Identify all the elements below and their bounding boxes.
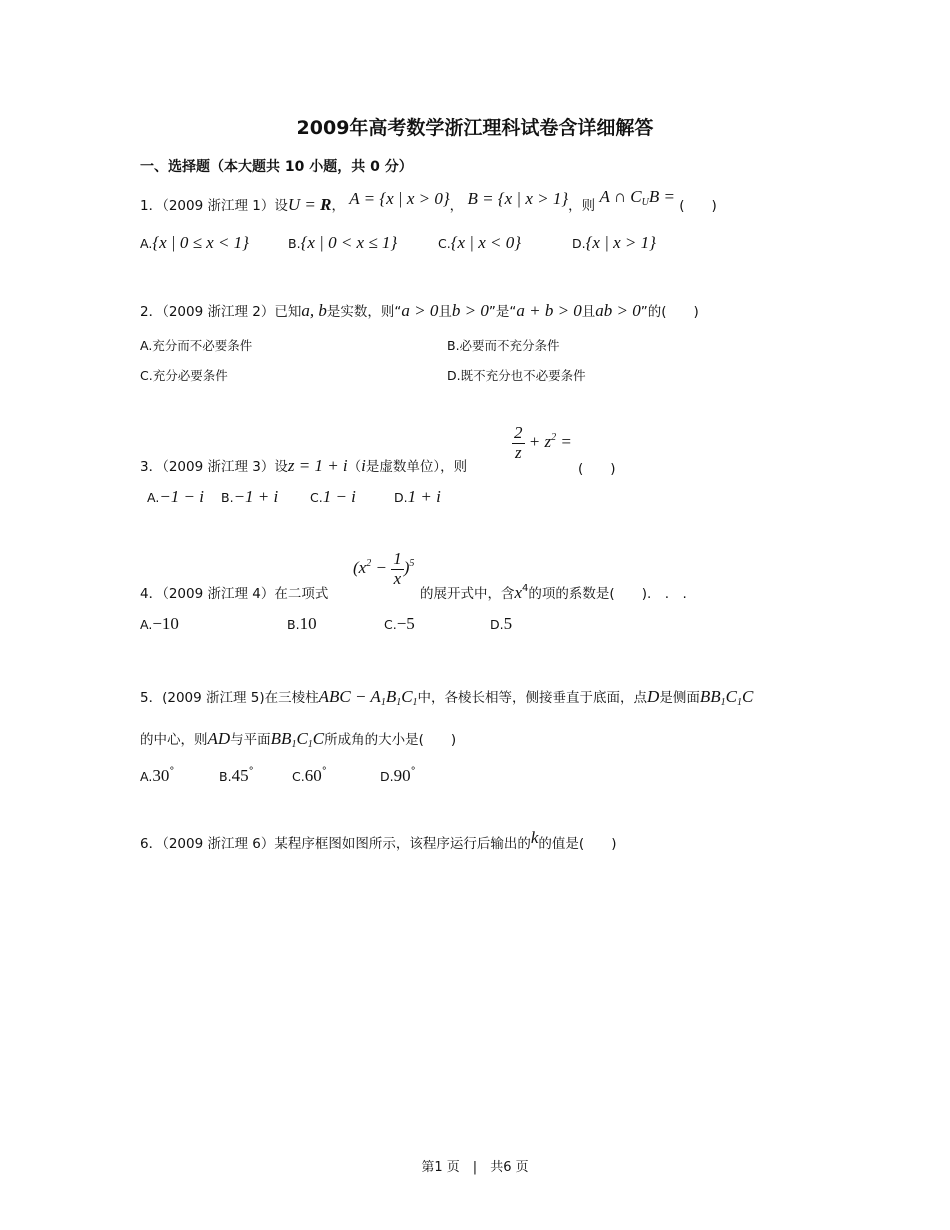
option-letter: A. bbox=[147, 490, 160, 505]
q5-face-sub-a: 1 bbox=[720, 697, 726, 708]
q6-k: k bbox=[530, 828, 539, 847]
option-value: −10 bbox=[152, 614, 179, 633]
q1-option-a[interactable] bbox=[140, 233, 249, 253]
option-letter: B. bbox=[219, 769, 232, 784]
q5-prism-c: C bbox=[401, 687, 413, 706]
q4-lp: (x bbox=[353, 558, 367, 578]
option-letter: D. bbox=[394, 490, 408, 505]
q3-text-2: 是虚数单位），则 bbox=[365, 459, 468, 475]
q4-text-1: 的展开式中，含 bbox=[420, 586, 515, 602]
q1-then: ，则 bbox=[568, 198, 596, 214]
q4-frac-num: 1 bbox=[393, 549, 402, 568]
q2-cond-2: b > 0 bbox=[451, 301, 489, 320]
q5-d: D bbox=[647, 687, 660, 706]
q5-ad: AD bbox=[207, 729, 231, 748]
option-value: −1 + i bbox=[233, 487, 279, 506]
q5-option-d[interactable] bbox=[380, 766, 416, 786]
question-3-label: 3．（2009 浙江理 3）设 bbox=[140, 459, 288, 475]
option-letter: D. bbox=[490, 617, 504, 632]
q3-option-b[interactable] bbox=[221, 487, 278, 507]
q5-face bbox=[700, 687, 753, 706]
q4-option-b[interactable] bbox=[287, 614, 317, 634]
q4-option-d[interactable] bbox=[490, 614, 512, 634]
option-letter: B. bbox=[221, 490, 234, 505]
question-6 bbox=[140, 828, 617, 853]
option-letter: B. bbox=[287, 617, 300, 632]
q5-option-b[interactable] bbox=[219, 766, 254, 786]
q3-paren: ( ) bbox=[578, 461, 616, 477]
option-letter: C. bbox=[292, 769, 305, 784]
q3-option-a[interactable] bbox=[147, 487, 204, 507]
degree-sign: ° bbox=[248, 766, 254, 777]
q4-sq: 2 bbox=[366, 558, 372, 570]
q5-face-a: BB bbox=[699, 687, 721, 706]
q5-plane-a: BB bbox=[270, 729, 292, 748]
question-5-label: 5．(2009 浙江理 5)在三棱柱 bbox=[140, 690, 319, 706]
option-value: 45 bbox=[231, 766, 249, 785]
q1-option-d[interactable] bbox=[572, 233, 656, 253]
q5-prism-sub-a: 1 bbox=[380, 697, 386, 708]
q1-comma: ， bbox=[331, 198, 345, 214]
question-4-label: 4．（2009 浙江理 4）在二项式 bbox=[140, 586, 329, 602]
q3-frac-num: 2 bbox=[514, 423, 523, 442]
option-letter: A. bbox=[140, 617, 153, 632]
q3-plus: + z bbox=[528, 432, 552, 452]
q4-fraction bbox=[391, 550, 404, 588]
q2-text-3: ”是“ bbox=[488, 304, 517, 320]
question-2-label: 2．（2009 浙江理 2）已知 bbox=[140, 304, 302, 320]
q5-line2-text-3: 所成角的大小是( ) bbox=[324, 732, 457, 748]
option-value: 60 bbox=[304, 766, 322, 785]
question-3 bbox=[140, 455, 467, 476]
q4-text-2: 的项的系数是( ). . . bbox=[528, 586, 687, 602]
q2-cond-4: ab > 0 bbox=[595, 301, 641, 320]
q1-option-c[interactable] bbox=[438, 233, 521, 253]
q4-minus: − bbox=[371, 558, 392, 578]
q5-prism-sub-c: 1 bbox=[412, 697, 418, 708]
q2-text-4: 且 bbox=[581, 304, 596, 320]
q1-expr-a: A ∩ C bbox=[599, 187, 642, 206]
q5-prism bbox=[319, 687, 418, 706]
option-value: {x | x > 1} bbox=[585, 233, 656, 252]
q5-line2-text-2: 与平面 bbox=[230, 732, 271, 748]
q4-x-pow: 4 bbox=[522, 583, 529, 594]
page-title: 2009年高考数学浙江理科试卷含详细解答 bbox=[296, 117, 654, 139]
q3-expression bbox=[512, 424, 572, 462]
degree-sign: ° bbox=[410, 766, 416, 777]
q3-option-d[interactable] bbox=[394, 487, 441, 507]
section-heading: 一、选择题（本大题共 10 小题，共 0 分） bbox=[140, 159, 413, 175]
q4-binomial bbox=[353, 550, 414, 588]
q5-option-a[interactable] bbox=[140, 766, 174, 786]
q3-sq: 2 bbox=[551, 432, 557, 444]
option-value: 30 bbox=[152, 766, 170, 785]
option-letter: C. bbox=[310, 490, 323, 505]
q5-prism-b: B bbox=[385, 687, 397, 706]
q2-text-5: ”的( ) bbox=[640, 304, 699, 320]
q4-x: x bbox=[514, 583, 523, 602]
q1-option-b[interactable] bbox=[288, 233, 397, 253]
option-value: 5 bbox=[503, 614, 513, 633]
q1-u: U = bbox=[287, 195, 321, 214]
question-4 bbox=[140, 582, 328, 602]
q2-option-b[interactable]: B.必要而不充分条件 bbox=[447, 338, 560, 353]
q5-plane-b: C bbox=[296, 729, 308, 748]
option-letter: A. bbox=[140, 236, 153, 251]
option-value: {x | 0 < x ≤ 1} bbox=[300, 233, 398, 252]
degree-sign: ° bbox=[169, 766, 175, 777]
q1-expr bbox=[599, 187, 679, 206]
q2-option-c[interactable]: C.充分必要条件 bbox=[140, 368, 228, 383]
q2-ab: a, b bbox=[301, 301, 327, 320]
option-value: 10 bbox=[299, 614, 317, 633]
question-2 bbox=[140, 300, 699, 321]
option-letter: A. bbox=[140, 769, 153, 784]
option-value: {x | x < 0} bbox=[450, 233, 522, 252]
q3-fraction bbox=[512, 424, 525, 462]
q2-cond-1: a > 0 bbox=[401, 301, 439, 320]
option-letter: D. bbox=[380, 769, 394, 784]
q3-z: z = 1 + i bbox=[287, 456, 348, 475]
q3-i: i bbox=[361, 456, 366, 475]
q2-cond-3: a + b > 0 bbox=[516, 301, 582, 320]
q4-rp: ) bbox=[403, 558, 410, 578]
option-value: −1 − i bbox=[159, 487, 204, 506]
q3-text-1: （ bbox=[347, 459, 362, 475]
question-1-label: 1．（2009 浙江理 1）设 bbox=[140, 198, 288, 214]
option-letter: D. bbox=[572, 236, 586, 251]
option-letter: C. bbox=[384, 617, 397, 632]
q2-text-1: 是实数，则“ bbox=[326, 304, 402, 320]
q5-line2-text-1: 的中心，则 bbox=[140, 732, 208, 748]
q3-frac-den: z bbox=[514, 442, 522, 462]
q5-plane-c: C bbox=[312, 729, 325, 748]
q2-option-d[interactable]: D.既不充分也不必要条件 bbox=[447, 368, 586, 383]
question-5 bbox=[140, 686, 753, 708]
q3-eq: = bbox=[556, 432, 572, 452]
option-value: 1 + i bbox=[407, 487, 441, 506]
q1-set-a: A = {x | x > 0} bbox=[349, 189, 450, 208]
q5-text-1: 中，各棱长相等，侧接垂直于底面，点 bbox=[417, 690, 648, 706]
option-value: −5 bbox=[396, 614, 415, 633]
q6-text-1: 的值是( ) bbox=[538, 836, 617, 852]
q2-text-2: 且 bbox=[438, 304, 452, 320]
q4-option-a[interactable] bbox=[140, 614, 179, 634]
q1-set-b: B = {x | x > 1} bbox=[467, 189, 569, 208]
q5-option-c[interactable] bbox=[292, 766, 327, 786]
question-6-label: 6．（2009 浙江理 6）某程序框图如图所示，该程序运行后输出的 bbox=[140, 836, 531, 852]
q1-expr-u: U bbox=[641, 197, 649, 208]
q4-rest bbox=[420, 582, 687, 603]
q2-option-a[interactable]: A.充分而不必要条件 bbox=[140, 338, 253, 353]
option-value: {x | 0 ≤ x < 1} bbox=[152, 233, 249, 252]
q1-comma-2: ， bbox=[449, 198, 464, 214]
option-value: 1 − i bbox=[322, 487, 356, 506]
option-letter: B. bbox=[288, 236, 301, 251]
page-footer: 第1 页 | 共6 页 bbox=[421, 1160, 529, 1175]
q5-face-c: C bbox=[741, 687, 754, 706]
question-1 bbox=[140, 187, 717, 216]
q1-expr-b: B = bbox=[648, 187, 680, 206]
q5-plane bbox=[271, 729, 324, 748]
q1-paren: ( ) bbox=[679, 198, 717, 214]
q5-prism-sub-b: 1 bbox=[396, 697, 402, 708]
q4-frac-den: x bbox=[393, 568, 402, 588]
option-letter: C. bbox=[438, 236, 451, 251]
q4-pow: 5 bbox=[409, 558, 415, 570]
q4-option-c[interactable] bbox=[384, 614, 415, 634]
q5-plane-sub-a: 1 bbox=[291, 739, 297, 750]
q5-face-sub-b: 1 bbox=[736, 697, 742, 708]
question-5-line-2 bbox=[140, 728, 456, 750]
q5-text-2: 是侧面 bbox=[659, 690, 700, 706]
q5-plane-sub-b: 1 bbox=[307, 739, 313, 750]
q5-face-b: C bbox=[725, 687, 737, 706]
degree-sign: ° bbox=[321, 766, 327, 777]
option-value: 90 bbox=[393, 766, 411, 785]
q1-r: R bbox=[320, 195, 332, 214]
q3-option-c[interactable] bbox=[310, 487, 356, 507]
q5-prism-a: ABC − A bbox=[318, 687, 381, 706]
